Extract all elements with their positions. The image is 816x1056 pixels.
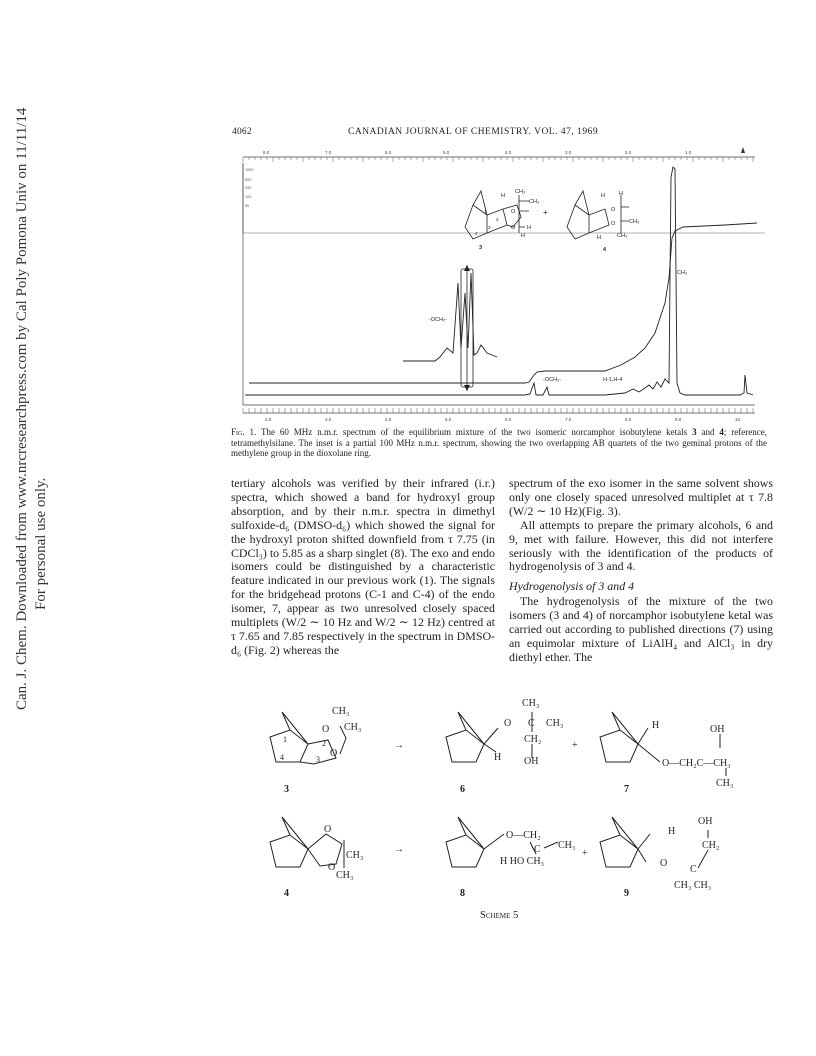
scheme-c4-ch3: CH₃ — [336, 870, 354, 881]
scheme-c8-och2: O—CH₂ — [506, 830, 541, 841]
scheme-c7-h: H — [652, 720, 660, 731]
structure-3-o: O — [511, 225, 516, 231]
scheme-plus: + — [572, 740, 578, 751]
compound-label-7: 7 — [624, 784, 629, 795]
download-notice — [14, 107, 54, 710]
scheme-c8-ch3: CH₃ — [558, 840, 576, 851]
compound-label-6: 6 — [460, 784, 465, 795]
structure-4-label: 4 — [603, 247, 607, 253]
caption-text: The 60 MHz n.m.r. spectrum of the equilibrium mixture of the two isomeric norcamphor isobutylene ketals — [261, 427, 693, 437]
left-scale-label: 100 — [245, 195, 252, 199]
bottom-scale-label: 2.0 — [265, 417, 272, 422]
scheme-c7-chain: O—CH₂C—CH₃ — [662, 758, 731, 769]
structure-3-num: 3 — [488, 225, 491, 230]
structure-3-h: H — [527, 225, 531, 231]
structure-3-h: H — [501, 193, 505, 199]
scheme-c6-ch2: CH₂ — [524, 734, 542, 745]
integral-trace — [249, 223, 757, 383]
top-scale-label: 8.0 — [263, 150, 270, 155]
scheme-c3-num: 3 — [316, 755, 320, 764]
scheme-c7-ch3: CH₃ — [716, 778, 734, 789]
bottom-scale-label: 5.0 — [445, 417, 452, 422]
top-scale-label: 3.0 — [565, 150, 572, 155]
top-scale-label: 4.0 — [505, 150, 512, 155]
peak-label-och2-inset: -OCH₂- — [429, 317, 448, 323]
structure-3-num: 4 — [475, 231, 478, 236]
paragraph: All attempts to prepare the primary alcohols, 6 and 9, met with failure. However, this did not interfere seriously with the identification of the products of hydrogenolysis of 3 and 4. — [509, 517, 773, 574]
caption-text: and — [696, 427, 720, 437]
structure-4-o: O — [611, 221, 616, 227]
reaction-scheme — [228, 692, 776, 927]
scheme-c6-oh: OH — [524, 756, 539, 767]
paragraph: spectrum of the exo isomer in the same solvent shows only one closely spaced unresolved multiplet at τ 7.8 (W/2 ∼ 10 Hz)(Fig. 3). — [509, 476, 773, 518]
scheme-c3-num: 1 — [283, 735, 287, 744]
scheme-c7-oh: OH — [710, 724, 725, 735]
caption-fig-label: Fig. 1. — [231, 427, 257, 437]
bottom-scale-label: 4.0 — [385, 417, 392, 422]
scheme-c9-ch3: CH₃ CH₃ — [674, 880, 712, 891]
nmr-spectrum-figure — [225, 143, 770, 426]
left-scale-label: 1000 — [245, 168, 254, 172]
journal-title: CANADIAN JOURNAL OF CHEMISTRY. VOL. 47, 1969 — [348, 127, 599, 137]
scheme-c6-o: O — [504, 718, 512, 729]
caption-ref: 3 — [692, 427, 697, 437]
structure-3-o: O — [511, 209, 516, 215]
left-scale-label: 250 — [245, 186, 252, 190]
paragraph: tertiary alcohols was verified by their infrared (i.r.) spectra, which showed a band for hydroxyl group absorption, and by their n.m.r. spectra in dimethyl sulfoxide-d₆ (DMSO-d₆) which showed the signal for the hydroxyl proton shifted downfield from τ 7.75 (in CDCl₃) to 5.85 as a sharp singlet (8). The exo and endo isomers could be distinguished by a characteristic feature indicated in our previous work (1). The signals for the bridgehead protons (C-1 and C-4) of the endo isomer, 7, appear as two unresolved closely spaced multiplets (W/2 ∼ 10 Hz and W/2 ∼ 12 Hz) centred at τ 7.65 and 7.85 respectively in the spectrum in DMSO-d₆ (Fig. 2) whereas the — [231, 476, 495, 657]
scheme-c3-num: 4 — [280, 753, 284, 762]
structure-3-ch3: CH₃ — [515, 189, 526, 195]
plus-sign: + — [543, 208, 548, 217]
structure-4-h: H — [597, 235, 601, 241]
scheme-c9-ch2: CH₂ — [702, 840, 720, 851]
download-notice-line1: Can. J. Chem. Downloaded from www.nrcresearchpress.com by Cal Poly Pomona Univ on 11/11/14 — [14, 107, 30, 710]
scheme-c6-c: C — [528, 718, 535, 729]
figure-caption — [231, 427, 767, 459]
scheme-c8-h-ho-ch3: H HO CH₃ — [500, 856, 545, 867]
peak-label-ch3: CH₃ — [677, 270, 688, 276]
scheme-c3-num: 2 — [322, 739, 326, 748]
left-scale-label: 500 — [245, 178, 252, 182]
bottom-scale-label: 7.0 — [565, 417, 572, 422]
scheme-c4-o: O — [328, 862, 336, 873]
compound-label-8: 8 — [460, 888, 465, 899]
bottom-scale-label: 8.0 — [625, 417, 632, 422]
bottom-scale-label: 3.0 — [325, 417, 332, 422]
structure-3-ch3: CH₃ — [529, 199, 540, 205]
scheme-c3-ch3: CH₃ — [332, 706, 350, 717]
inset-spectrum-trace — [403, 273, 497, 361]
section-heading: Hydrogenolysis of 3 and 4 — [509, 579, 635, 594]
scheme-title: Scheme 5 — [480, 910, 519, 921]
structure-4-o: O — [611, 207, 616, 213]
scheme-c3-o: O — [322, 724, 330, 735]
structure-3-label: 3 — [479, 245, 483, 251]
scheme-c6-ch3: CH₃ — [546, 718, 564, 729]
scheme-c8-c: C — [534, 844, 541, 855]
peak-label-och2: -OCH₂- — [543, 377, 562, 383]
bottom-scale-label: 10 — [735, 417, 741, 422]
bottom-scale-label: 6.0 — [505, 417, 512, 422]
scheme-arrow: → — [394, 844, 404, 855]
scheme-arrow: → — [394, 740, 404, 751]
compound-label-4: 4 — [284, 888, 289, 899]
caption-text: ; reference, tetramethylsilane. The inset is a partial 100 MHz n.m.r. spectrum, showing the two overlapping AB quartets of the two geminal protons of the methylene group in the dioxolane ring. — [231, 427, 767, 458]
structure-3-h: H — [521, 233, 525, 239]
compound-label-3: 3 — [284, 784, 289, 795]
top-scale-label: 7.0 — [325, 150, 332, 155]
scheme-plus: + — [582, 848, 588, 859]
scheme-c9-o: O — [660, 858, 668, 869]
structure-4-h: H — [619, 191, 623, 197]
scheme-c3-o: O — [330, 748, 338, 759]
structure-3-num: 1 — [484, 209, 487, 214]
download-notice-line2: For personal use only. — [33, 477, 49, 610]
top-scale-label: 1.0 — [685, 150, 692, 155]
top-scale-label: 2.0 — [625, 150, 632, 155]
structure-4 — [567, 191, 629, 239]
paragraph: The hydrogenolysis of the mixture of the two isomers (3 and 4) of norcamphor isobutylene ketal was carried out according to published directions (7) using an equimolar mixture of LiAlH₄ and AlCl₃ in dry diethyl ether. The — [509, 594, 773, 664]
scheme-c6-h: H — [494, 752, 502, 763]
peak-label-h1h4: H-1,H-4 — [603, 377, 623, 383]
left-column — [231, 477, 495, 658]
structure-4-h: H — [601, 193, 605, 199]
spectrum-trace — [245, 167, 753, 395]
scheme-c6-ch3: CH₃ — [522, 698, 540, 709]
scheme-c4-ch3: CH₃ — [346, 850, 364, 861]
scheme-c9-c: C — [690, 864, 697, 875]
page-number: 4062 — [232, 127, 252, 137]
scheme-c4-o: O — [324, 824, 332, 835]
scheme-c9-oh: OH — [698, 816, 713, 827]
caption-ref: 4 — [719, 427, 724, 437]
right-column — [509, 477, 773, 665]
scheme-c3-ch3: CH₃ — [344, 722, 362, 733]
scheme-c9-h: H — [668, 826, 676, 837]
structure-3-num: 2 — [496, 217, 499, 222]
arrow-marker — [741, 147, 745, 153]
top-scale-label: 6.0 — [385, 150, 392, 155]
left-scale-label: 50 — [245, 204, 250, 208]
structure-4-ch3: CH₃ — [629, 219, 640, 225]
bottom-scale-label: 9.0 — [675, 417, 682, 422]
top-scale-label: 5.0 — [443, 150, 450, 155]
compound-label-9: 9 — [624, 888, 629, 899]
structure-4-ch3: CH₃ — [617, 233, 628, 239]
